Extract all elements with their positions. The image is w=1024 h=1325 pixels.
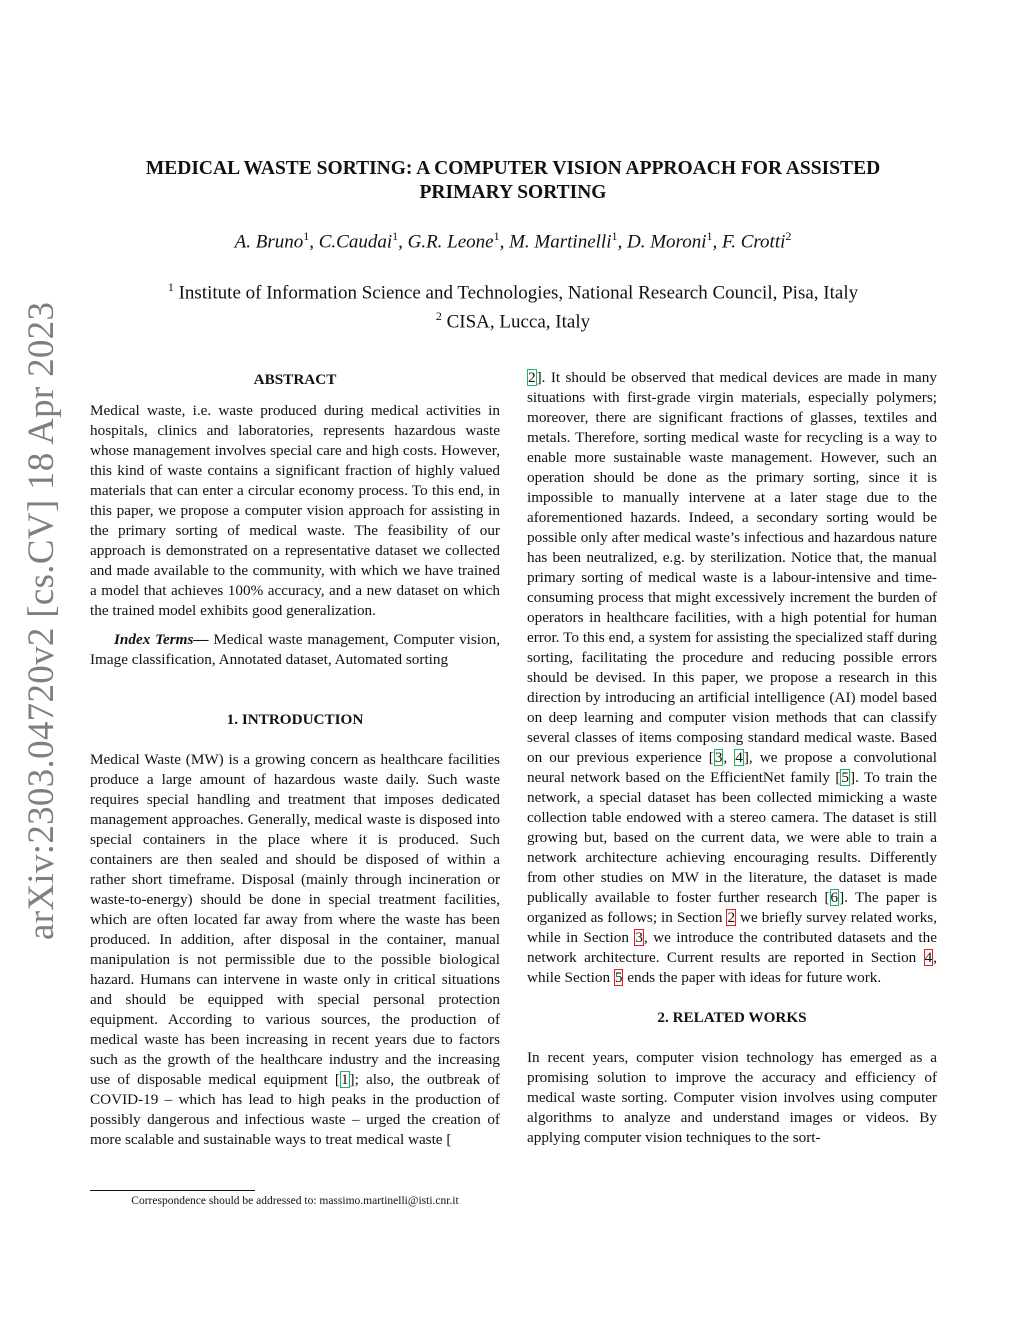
- section-link-5[interactable]: 5: [614, 969, 623, 986]
- index-terms: [90, 630, 500, 670]
- author-list: A. Bruno$^1$, C.Caudai$^1$, G.R. Leone$^1$, M. Martinelli$^1$, D. Moroni$^1$, F. Crotti$^2$: [234, 229, 792, 253]
- arxiv-identifier: arXiv:2303.04720v2 [cs.CV] 18 Apr 2023: [21, 301, 62, 940]
- right-column: [527, 368, 937, 1148]
- paper-header: [90, 157, 936, 333]
- related-works-paragraph: In recent years, computer vision technology has emerged as a promising solution to improve the accuracy and efficiency of medical waste sorting. Computer vision involves using computer algorithms to analyze and understand images or videos. By applying computer vision techniques to the sort-: [527, 1049, 937, 1146]
- related-works-heading: 2. RELATED WORKS: [657, 1009, 807, 1026]
- author: G.R. Leone: [407, 231, 494, 253]
- section-link-3[interactable]: 3: [635, 929, 643, 946]
- citation-link-4[interactable]: 4: [735, 749, 743, 766]
- author: M. Martinelli: [509, 231, 612, 253]
- affiliations: [90, 276, 936, 333]
- index-terms-text: Medical waste management, Computer vision, Image classification, Annotated dataset, Automated sorting: [90, 631, 500, 668]
- footnote-divider: [90, 1190, 255, 1191]
- left-column: [90, 368, 500, 1150]
- title-line-2: PRIMARY SORTING: [419, 182, 607, 203]
- abstract-text: Medical waste, i.e. waste produced during medical activities in hospitals, clinics and laboratories, represents hazardous waste whose management involves special care and high costs. However, this kind of waste contains a significant fraction of highly valued materials that can enter a circular economy process. To this end, in this paper, we propose a computer vision approach for assisting in the primary sorting of medical waste. The feasibility of our approach is demonstrated on a representative dataset we collected and made available to the community, with which we have trained a model that achieves 100% accuracy, and a new dataset on which the trained model exhibits good generalization.: [90, 402, 500, 619]
- title-line-1: MEDICAL WASTE SORTING: A COMPUTER VISION APPROACH FOR ASSISTED: [145, 158, 881, 179]
- author: A. Bruno: [234, 231, 304, 253]
- affiliation-1: $^1$ Institute of Information Science and Technologies, National Research Council, Pisa, Italy: [167, 280, 859, 304]
- author: C.Caudai: [318, 231, 393, 253]
- citation-link-5[interactable]: 5: [841, 769, 849, 786]
- paper-title: [90, 157, 936, 205]
- citation-link-1[interactable]: 1: [340, 1071, 349, 1088]
- introduction-paragraph-continued: 2]. It should be observed that medical devices are made in many situations with first-grade virgin materials, especially polymers; moreover, there are significant fractions of glasses, textiles and metals. Therefore, sorting medical waste for recycling is a way to enable more sustainable waste management. However, such an operation should be done as the primary sorting, since it is impossible to manually intervene at a later stage due to the aforementioned hazards. Indeed, a secondary sorting would be possible only after medical waste’s infectious and hazardous nature has been neutralized, e.g. by sterilization. Notice that, the manual primary sorting of medical waste is a labour-intensive and time-consuming process that might excessively increment the burden of operators in healthcare facilities, with a high potential for human error. To this end, a system for assisting the specialized staff during sorting, facilitating the procedure and reducing possible errors should be devised. In this paper, we propose a research in this direction by introducing an artificial intelligence (AI) model based on deep learning and computer vision methods that can classify several classes of items composing standard medical waste. Based on our previous experience [3, 4], we propose a convolutional neural network based on the EfficientNet family [5]. To train the network, a special dataset has been collected mimicking a waste collection table endowed with a stereo camera. The dataset is still growing but, based on the current data, we were able to train a network architecture achieving encouraging results. Differently from other studies on MW in the literature, the dataset is made publically available to foster further research [6]. The paper is organized as follows; in Section 2 we briefly survey related works, while in Section 3, we introduce the contributed datasets and the network architecture. Current results are reported in Section 4, while Section 5 ends the paper with ideas for future work.: [527, 369, 938, 986]
- author: F. Crotti: [722, 231, 786, 253]
- citation-link-6[interactable]: 6: [830, 889, 839, 906]
- index-terms-label: Index Terms—: [114, 631, 209, 648]
- introduction-heading: 1. INTRODUCTION: [226, 711, 364, 728]
- section-link-4[interactable]: 4: [924, 949, 933, 966]
- abstract-heading: ABSTRACT: [253, 371, 337, 388]
- author: D. Moroni: [627, 231, 707, 253]
- citation-link-2[interactable]: 2: [528, 369, 536, 386]
- section-link-2[interactable]: 2: [727, 909, 736, 926]
- introduction-paragraph: Medical Waste (MW) is a growing concern as healthcare facilities produce a large amount of hazardous waste daily. Such waste requires special handling and treatment that imposes dedicated management approaches. Generally, medical waste is disposed into special containers in the place where it is produced. Such containers are then sealed and should be disposed of within a rather short timeframe. Disposal (mainly through incineration or waste-to-energy) should be done in special treatment facilities, which are often located far away from where the waste has been produced. In addition, after disposal in the container, manual manipulation is not permissible due to the possible biological hazard. Humans can intervene in waste only in critical situations and should be equipped with special personal protection equipment. According to various sources, the production of medical waste has been increasing in recent years due to factors such as the growth of the healthcare industry and the increasing use of disposable medical equipment [1]; also, the outbreak of COVID-19 – which has lead to high peaks in the production of possibly dangerous and infectious waste – urged the creation of more scalable and sustainable ways to treat medical waste [: [90, 751, 500, 1148]
- affiliation-2: $^2$ CISA, Lucca, Italy: [435, 308, 591, 332]
- citation-link-3[interactable]: 3: [714, 749, 723, 766]
- correspondence-footnote: Correspondence should be addressed to: massimo.martinelli@isti.cnr.it: [131, 1195, 459, 1207]
